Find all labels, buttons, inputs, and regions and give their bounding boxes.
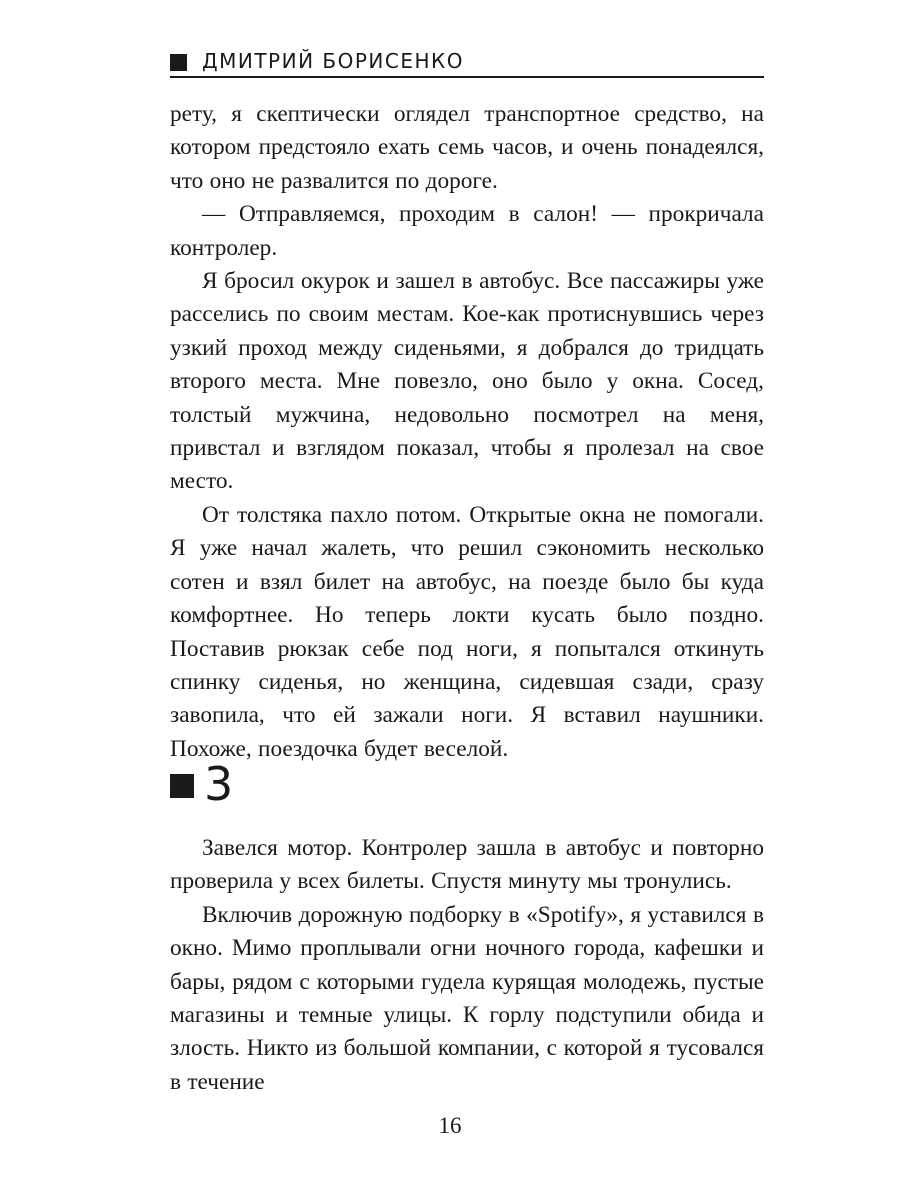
body-text-bottom — [170, 832, 764, 1099]
paragraph: От толстяка пахло потом. Открытые окна не помогали. Я уже начал жалеть, что решил сэкономить несколько сотен и взял билет на автобус, на поезде было бы куда комфортнее. Но теперь локти кусать было поздно. Поставив рюкзак себе под ноги, я попытался откинуть спинку сиденья, но женщина, сидевшая сзади, сразу завопила, что ей зажали ноги. Я вставил наушники. Похоже, поездочка будет веселой. — [170, 501, 764, 762]
page-number: 16 — [438, 1113, 462, 1138]
paragraph: — Отправляемся, проходим в салон! — прокричала контролер. — [170, 201, 764, 261]
paragraph: Завелся мотор. Контролер зашла в автобус и повторно проверила у всех билеты. Спустя минуту мы тронулись. — [170, 835, 764, 895]
author-name: ДМИТРИЙ БОРИСЕНКО — [202, 49, 464, 73]
chapter-number: 3 — [204, 757, 234, 811]
paragraph: Включив дорожную подборку в «Spotify», я уставился в окно. Мимо проплывали огни ночного города, кафешки и бары, рядом с которыми гудела курящая молодежь, пустые магазины и темные улицы. К горлу подступили обида и злость. Никто из большой компании, с которой я тусовался в течение — [170, 901, 764, 1095]
square-bullet-icon — [170, 54, 187, 71]
square-bullet-icon — [170, 774, 194, 798]
running-header — [170, 48, 764, 78]
body-text-top — [170, 98, 764, 766]
paragraph: рету, я скептически оглядел транспортное средство, на котором предстояло ехать семь часов, и очень понадеялся, что оно не развалится по дороге. — [170, 101, 764, 194]
paragraph: Я бросил окурок и зашел в автобус. Все пассажиры уже расселись по своим местам. Кое-как протиснувшись через узкий проход между сиденьями, я добрался до тридцать второго места. Мне повезло, оно было у окна. Сосед, толстый мужчина, недовольно посмотрел на меня, привстал и взглядом показал, чтобы я пролезал на свое место. — [170, 268, 764, 495]
